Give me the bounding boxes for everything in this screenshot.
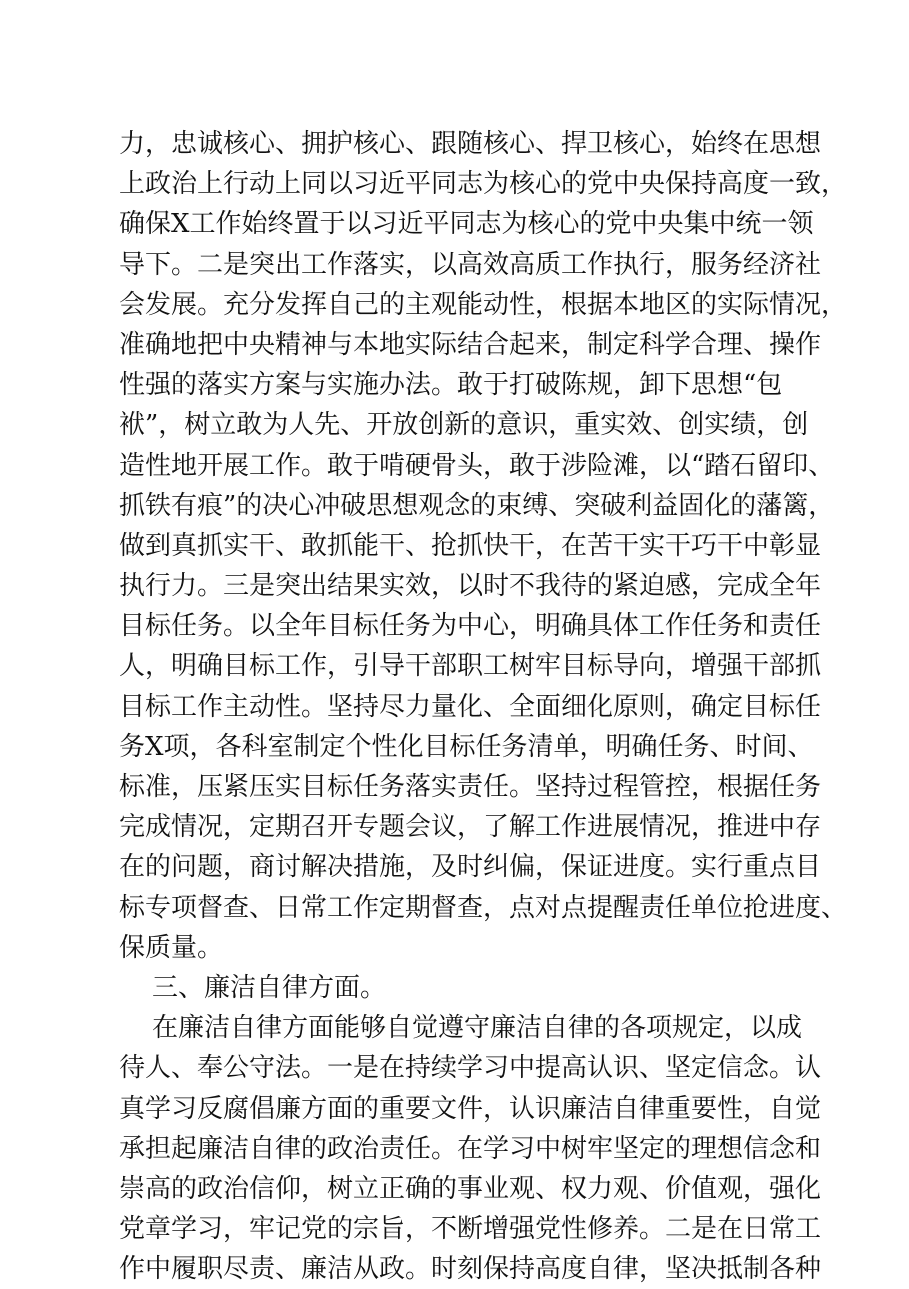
text-line: 作中履职尽责、廉洁从政。时刻保持高度自律，坚决抵制各种 bbox=[119, 1254, 822, 1285]
text-line: 执行力。三是突出结果实效，以时不我待的紧迫感，完成全年 bbox=[119, 571, 822, 602]
text-line: 承担起廉洁自律的政治责任。在学习中树牢坚定的理想信念和 bbox=[119, 1133, 822, 1164]
text-line: 在的问题，商讨解决措施，及时纠偏，保证进度。实行重点目 bbox=[119, 852, 822, 883]
text-line: 务X项，各科室制定个性化目标任务清单，明确任务、时间、 bbox=[119, 731, 814, 762]
text-line: 力，忠诚核心、拥护核心、跟随核心、捍卫核心，始终在思想 bbox=[119, 129, 822, 159]
text-line: 人，明确目标工作，引导干部职工树牢目标导向，增强干部抓 bbox=[119, 651, 822, 682]
text-line: 导下。二是突出工作落实，以高效高质工作执行，服务经济社 bbox=[119, 249, 822, 280]
text-line: 准确地把中央精神与本地实际结合起来，制定科学合理、操作 bbox=[119, 329, 822, 360]
text-line: 党章学习，牢记党的宗旨，不断增强党性修养。二是在日常工 bbox=[119, 1214, 822, 1245]
text-line: 真学习反腐倡廉方面的重要文件，认识廉洁自律重要性，自觉 bbox=[119, 1093, 822, 1124]
text-line: 在廉洁自律方面能够自觉遵守廉洁自律的各项规定，以成 bbox=[119, 1013, 803, 1044]
text-line: 造性地开展工作。敢于啃硬骨头，敢于涉险滩，以“踏石留印、 bbox=[119, 450, 835, 481]
body-text bbox=[119, 124, 909, 1289]
section-heading: 三、廉洁自律方面。 bbox=[119, 972, 387, 1003]
text-line: 崇高的政治信仰，树立正确的事业观、权力观、价值观，强化 bbox=[119, 1173, 822, 1204]
text-line: 袱”，树立敢为人先、开放创新的意识，重实效、创实绩，创 bbox=[119, 410, 809, 441]
text-line: 性强的落实方案与实施办法。敢于打破陈规，卸下思想“包 bbox=[119, 370, 783, 401]
text-line: 待人、奉公守法。一是在持续学习中提高认识、坚定信念。认 bbox=[119, 1053, 822, 1084]
text-line: 完成情况，定期召开专题会议，了解工作进展情况，推进中存 bbox=[119, 812, 822, 843]
text-line: 上政治上行动上同以习近平同志为核心的党中央保持高度一致， bbox=[119, 169, 848, 200]
text-line: 目标任务。以全年目标任务为中心，明确具体工作任务和责任 bbox=[119, 611, 822, 642]
text-line: 做到真抓实干、敢抓能干、抢抓快干，在苦干实干巧干中彰显 bbox=[119, 530, 822, 561]
text-line: 保质量。 bbox=[119, 932, 224, 963]
text-line: 确保X工作始终置于以习近平同志为核心的党中央集中统一领 bbox=[119, 209, 814, 240]
text-line: 标准，压紧压实目标任务落实责任。坚持过程管控，根据任务 bbox=[119, 772, 822, 802]
text-line: 标专项督查、日常工作定期督查，点对点提醒责任单位抢进度、 bbox=[119, 892, 848, 923]
text-line: 抓铁有痕”的决心冲破思想观念的束缚、突破利益固化的藩篱， bbox=[119, 490, 835, 521]
text-line: 会发展。充分发挥自己的主观能动性，根据本地区的实际情况， bbox=[119, 289, 848, 320]
text-line: 目标工作主动性。坚持尽力量化、全面细化原则，确定目标任 bbox=[119, 691, 822, 722]
